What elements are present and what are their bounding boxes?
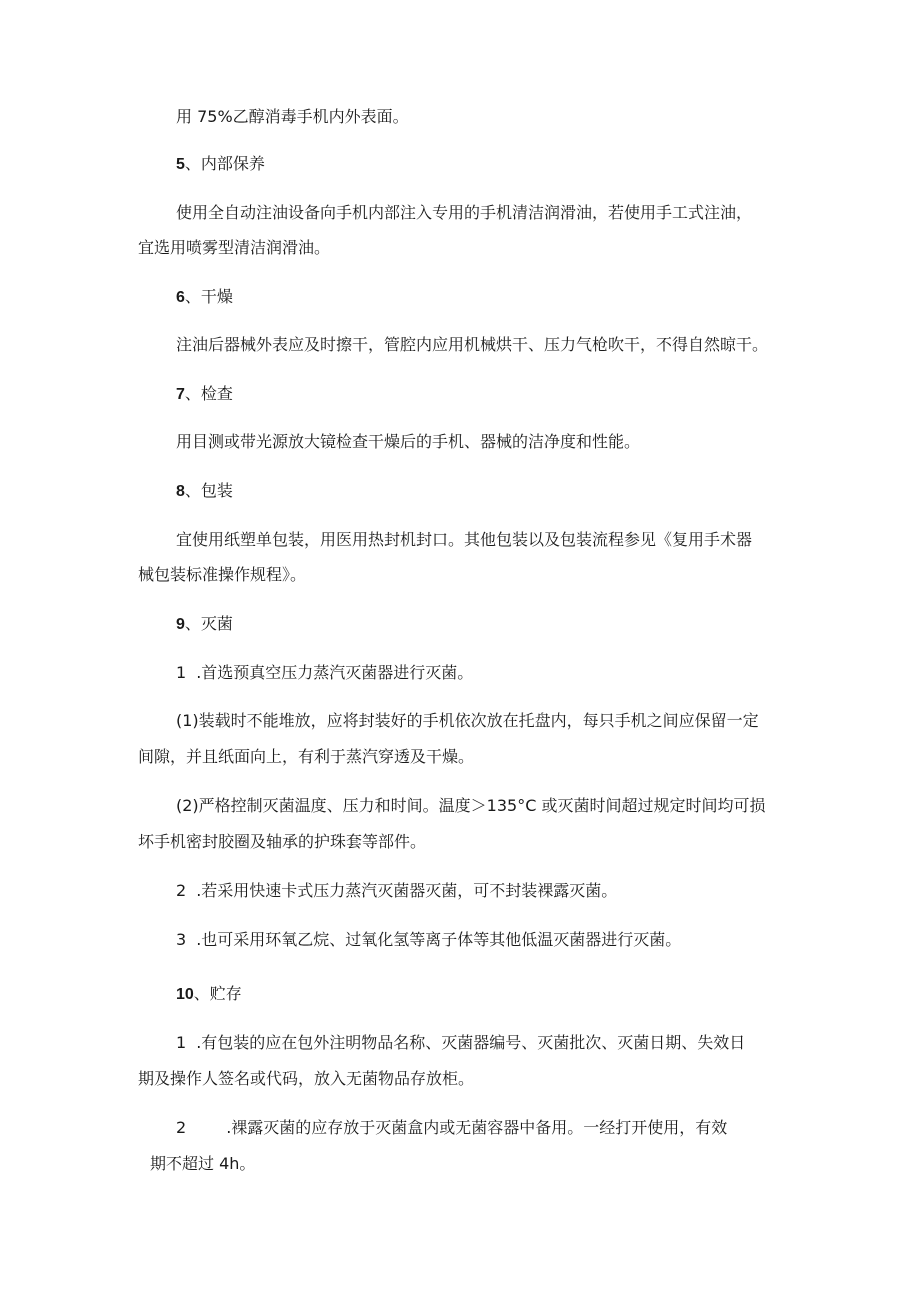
section-number: 10	[176, 986, 194, 1003]
paragraph-ethanol: 用 75%乙醇消毒手机内外表面。	[176, 107, 409, 126]
section-number: 7	[176, 386, 185, 403]
section-heading-7	[176, 383, 233, 406]
list-item-9-1	[176, 662, 473, 684]
paragraph-7-line-1: 用目测或带光源放大镜检查干燥后的手机、器械的洁净度和性能。	[176, 432, 641, 451]
paragraph-8-line-1: 宜使用纸塑单包装，用医用热封机封口。其他包装以及包装流程参见《复用手术器	[176, 530, 753, 549]
list-number: 3	[176, 930, 187, 949]
list-item-9-2	[176, 880, 617, 902]
list-text: .也可采用环氧乙烷、过氧化氢等离子体等其他低温灭菌器进行灭菌。	[196, 930, 682, 949]
paragraph-10-2-line-2: 期不超过 4h。	[150, 1154, 256, 1173]
section-title: 、包装	[184, 481, 233, 500]
section-heading-8	[176, 480, 233, 503]
section-title: 、内部保养	[184, 154, 265, 173]
section-title: 、灭菌	[184, 614, 233, 633]
list-item-9-3	[176, 929, 681, 951]
section-heading-9	[176, 613, 233, 636]
paragraph-9-1a-line-1: (1)装载时不能堆放，应将封装好的手机依次放在托盘内，每只手机之间应保留一定	[176, 711, 759, 730]
paragraph-6-line-1: 注油后器械外表应及时擦干，管腔内应用机械烘干、压力气枪吹干，不得自然晾干。	[176, 335, 769, 354]
paragraph-5-line-1: 使用全自动注油设备向手机内部注入专用的手机清洁润滑油，若使用手工式注油，	[176, 203, 753, 222]
list-number: 2	[176, 1118, 187, 1137]
section-title: 、检查	[184, 384, 233, 403]
section-number: 6	[176, 289, 185, 306]
section-title: 、贮存	[193, 984, 242, 1003]
section-number: 9	[176, 616, 185, 633]
list-number: 1	[176, 663, 187, 682]
paragraph-5-line-2: 宜选用喷雾型清洁润滑油。	[138, 238, 331, 257]
section-title: 、干燥	[184, 287, 233, 306]
list-number: 1	[176, 1033, 187, 1052]
list-text: .有包装的应在包外注明物品名称、灭菌器编号、灭菌批次、灭菌日期、失效日	[196, 1033, 746, 1052]
list-item-10-1	[176, 1032, 745, 1054]
list-number: 2	[176, 881, 187, 900]
paragraph-9-1b-line-2: 坏手机密封胶圈及轴承的护珠套等部件。	[138, 832, 427, 851]
paragraph-9-1a-line-2: 间隙，并且纸面向上，有利于蒸汽穿透及干燥。	[138, 747, 475, 766]
section-number: 8	[176, 483, 185, 500]
list-text: .裸露灭菌的应存放于灭菌盒内或无菌容器中备用。一经打开使用，有效	[226, 1118, 728, 1137]
paragraph-8-line-2: 械包装标准操作规程》。	[138, 565, 307, 584]
section-heading-5	[176, 153, 265, 176]
section-heading-10	[176, 983, 242, 1006]
paragraph-9-1b-line-1: (2)严格控制灭菌温度、压力和时间。温度＞135°C 或灭菌时间超过规定时间均可损	[176, 796, 766, 815]
list-text: .首选预真空压力蒸汽灭菌器进行灭菌。	[196, 663, 474, 682]
list-item-10-2	[176, 1117, 727, 1139]
section-heading-6	[176, 286, 233, 309]
paragraph-10-1-line-2: 期及操作人签名或代码，放入无菌物品存放柜。	[138, 1069, 475, 1088]
list-text: .若采用快速卡式压力蒸汽灭菌器灭菌，可不封装裸露灭菌。	[196, 881, 618, 900]
section-number: 5	[176, 156, 185, 173]
